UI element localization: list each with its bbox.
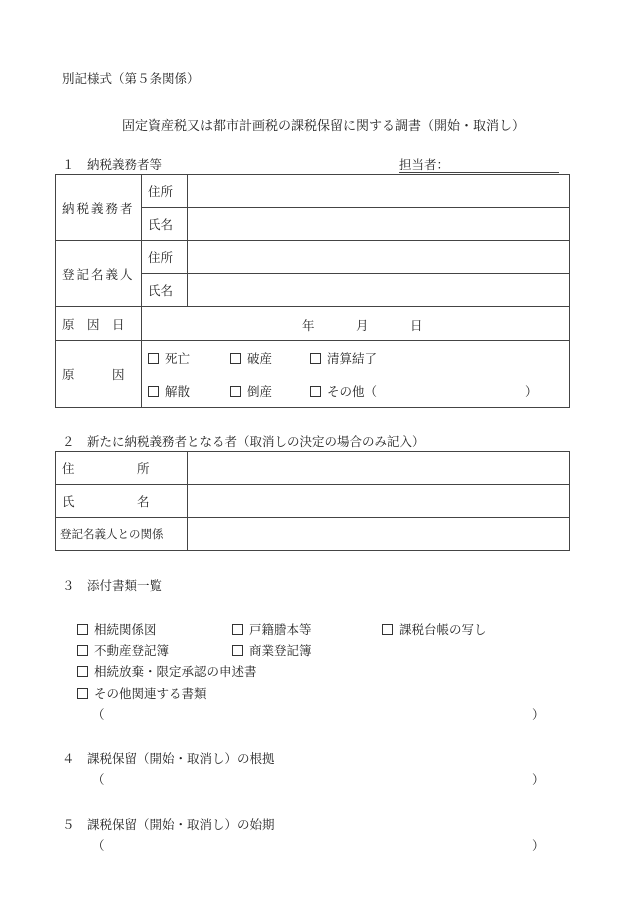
checkbox-icon [232,645,243,656]
checkbox-icon [77,688,88,699]
checkbox-icon [310,386,321,397]
doc-option-family-register[interactable]: 戸籍謄本等 [232,620,312,638]
start-field[interactable] [108,834,528,852]
new-taxpayer-table [55,451,570,551]
section2-heading: ２ 新たに納税義務者となる者（取消しの決定の場合のみ記入） [62,434,425,449]
section4-heading: ４ 課税保留（開始・取消し）の根拠 [62,751,275,766]
cause-other-close-paren: ） [525,384,538,399]
tantousha-label: 担当者： [399,157,450,172]
cause-date-field[interactable] [142,307,570,341]
registered-name-field[interactable] [188,274,570,307]
taxpayer-table [55,174,570,408]
cause-option-liquidation[interactable]: 清算結了 [310,349,377,367]
checkbox-icon [230,386,241,397]
cause-option-collapse[interactable]: 倒産 [230,382,272,400]
checkbox-icon [230,353,241,364]
start-close-paren: ） [532,838,545,853]
basis-open-paren: （ [92,772,105,787]
new-name-field[interactable] [188,485,570,518]
doc-option-real-estate-register[interactable]: 不動産登記簿 [77,641,169,659]
cause-options [142,341,570,408]
doc-other-close-paren: ） [532,707,545,722]
doc-option-tax-ledger[interactable]: 課税台帳の写し [382,620,487,638]
doc-other-open-paren: （ [92,707,105,722]
start-open-paren: （ [92,838,105,853]
registered-name-label: 氏名 [142,274,188,307]
doc-option-renunciation[interactable]: 相続放棄・限定承認の申述書 [77,662,257,680]
day-label: 日 [410,318,423,333]
document-title: 固定資産税又は都市計画税の課税保留に関する調書（開始・取消し） [122,119,526,134]
new-name-label: 氏 名 [56,485,188,518]
registered-label: 登記名義人 [56,241,142,307]
basis-field[interactable] [108,768,528,786]
relation-label: 登記名義人との関係 [56,518,188,551]
doc-option-family-tree[interactable]: 相続関係図 [77,620,157,638]
checkbox-icon [77,645,88,656]
year-label: 年 [302,318,315,333]
checkbox-icon [232,624,243,635]
new-address-field[interactable] [188,452,570,485]
taxpayer-address-field[interactable] [188,175,570,208]
cause-option-other[interactable]: その他（ [310,382,377,400]
section3-heading: ３ 添付書類一覧 [62,578,163,593]
checkbox-icon [310,353,321,364]
cause-label: 原 因 [56,341,142,408]
doc-option-commercial-register[interactable]: 商業登記簿 [232,641,312,659]
cause-option-death[interactable]: 死亡 [148,349,190,367]
taxpayer-name-field[interactable] [188,208,570,241]
relation-field[interactable] [188,518,570,551]
cause-date-label: 原 因 日 [56,307,142,341]
checkbox-icon [382,624,393,635]
cause-option-bankruptcy[interactable]: 破産 [230,349,272,367]
tantousha-field[interactable] [399,155,559,175]
taxpayer-address-label: 住所 [142,175,188,208]
doc-other-field[interactable] [108,703,528,721]
basis-close-paren: ） [532,772,545,787]
registered-address-field[interactable] [188,241,570,274]
new-address-label: 住 所 [56,452,188,485]
taxpayer-label: 納税義務者 [56,175,142,241]
registered-address-label: 住所 [142,241,188,274]
month-label: 月 [356,318,369,333]
taxpayer-name-label: 氏名 [142,208,188,241]
cause-option-dissolution[interactable]: 解散 [148,382,190,400]
doc-option-other[interactable]: その他関連する書類 [77,684,207,702]
checkbox-icon [148,353,159,364]
section5-heading: ５ 課税保留（開始・取消し）の始期 [62,817,275,832]
checkbox-icon [77,624,88,635]
section1-heading: １ 納税義務者等 [62,157,163,172]
checkbox-icon [77,666,88,677]
form-label: 別記様式（第５条関係） [62,71,200,86]
checkbox-icon [148,386,159,397]
